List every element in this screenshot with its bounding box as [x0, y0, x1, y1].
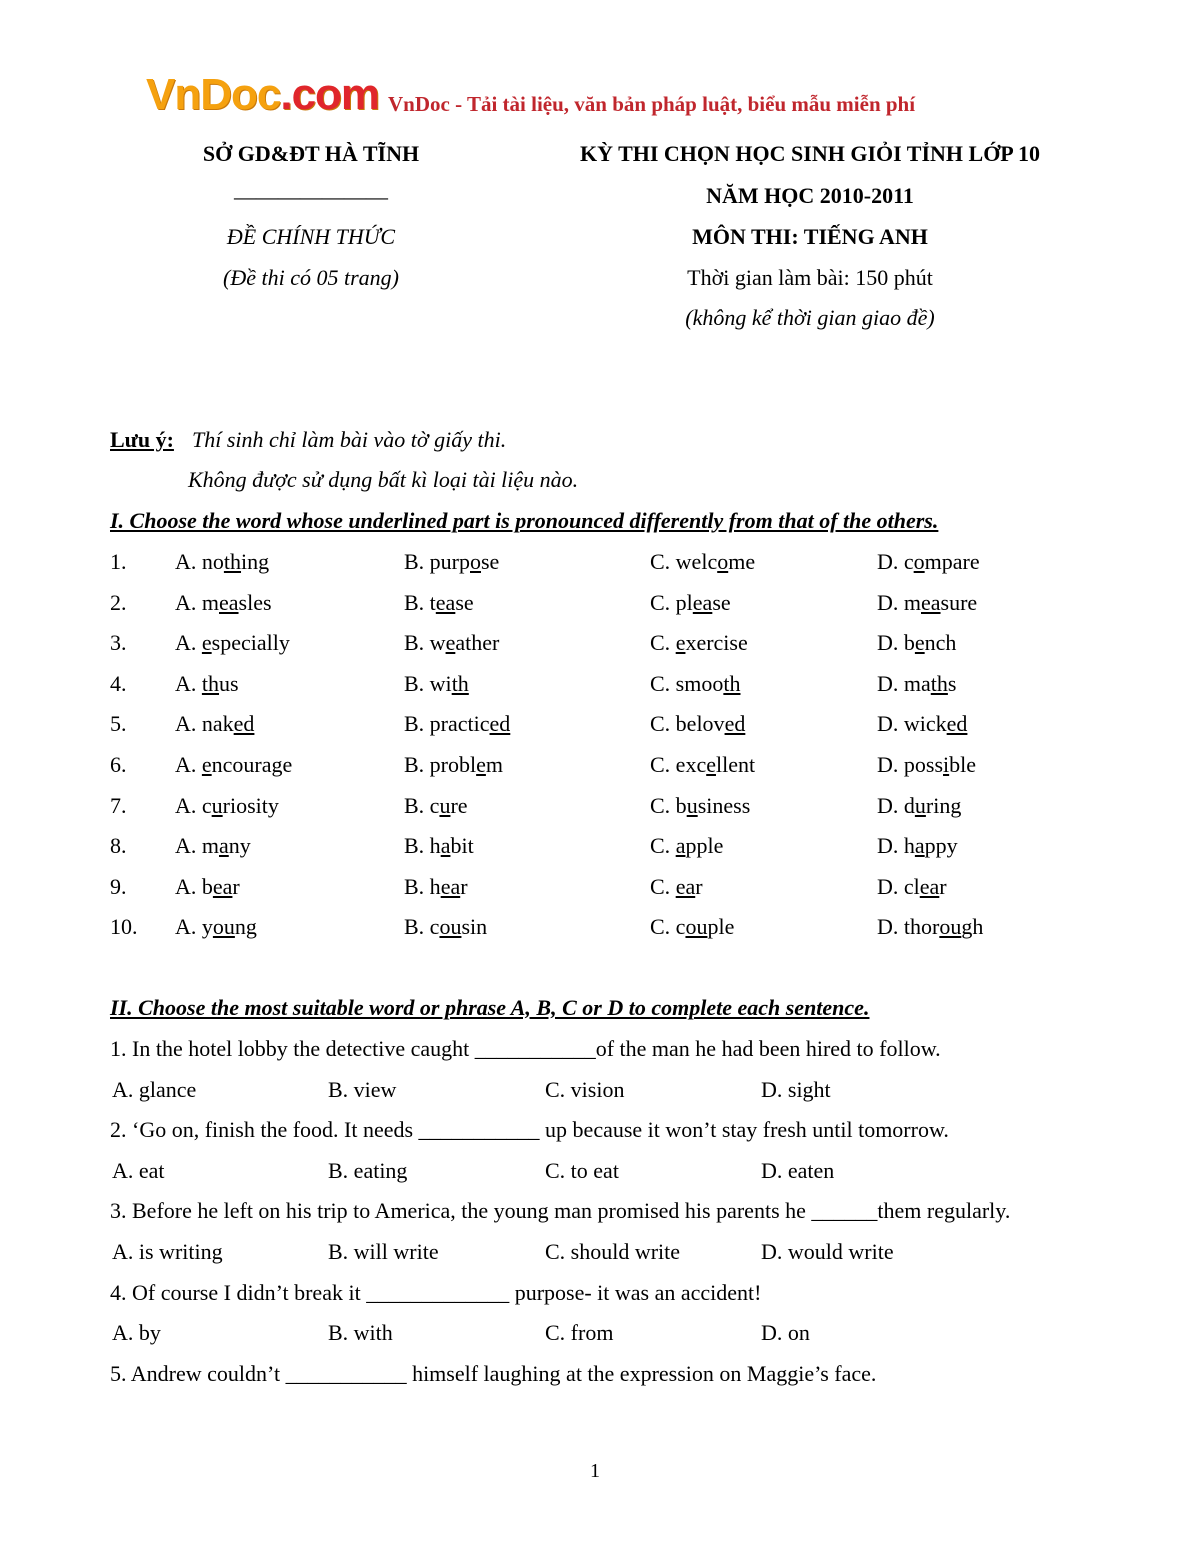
- answer-option: C. beloved: [650, 711, 746, 737]
- answer-option: A. bear: [175, 873, 240, 899]
- answer-option: A. eat: [112, 1157, 165, 1183]
- underlined-part: ea: [675, 873, 696, 899]
- answer-option: D. happy: [877, 833, 958, 859]
- answer-option: C. ear: [650, 873, 703, 899]
- section-2-title: II. Choose the most suitable word or phrase A, B, C or D to complete each sentence.: [110, 995, 870, 1020]
- underlined-part: th: [451, 670, 469, 696]
- exam-title: KỲ THI CHỌN HỌC SINH GIỎI TỈNH LỚP 10: [579, 141, 1041, 166]
- answer-option: B. eating: [328, 1157, 408, 1183]
- answer-option: B. cousin: [404, 914, 488, 940]
- answer-option: D. possible: [877, 752, 977, 777]
- answer-option: B. with: [328, 1320, 393, 1346]
- underlined-part: ea: [435, 589, 456, 615]
- underlined-part: e: [476, 752, 486, 777]
- underlined-part: i: [943, 752, 950, 777]
- answer-option: C. couple: [650, 914, 735, 940]
- question-number: 7.: [110, 792, 127, 818]
- answer-option: C. should write: [545, 1239, 681, 1264]
- answer-option: A. many: [175, 833, 251, 859]
- question-text: 5. Andrew couldn’t ___________ himself laughing at the expression on Maggie’s face.: [110, 1360, 877, 1386]
- question-text: 1. In the hotel lobby the detective caught ___________of the man he had been hired to follow.: [110, 1036, 941, 1061]
- answer-option: D. during: [877, 792, 962, 818]
- question-number: 4.: [110, 670, 127, 696]
- underlined-part: th: [723, 670, 741, 696]
- answer-option: C. excellent: [650, 752, 756, 777]
- answer-option: A. by: [112, 1320, 161, 1346]
- question-text: 3. Before he left on his trip to America, the young man promised his parents he ______them regularly.: [110, 1198, 1011, 1224]
- answer-option: B. will write: [328, 1239, 439, 1264]
- question-row: [110, 549, 1110, 579]
- notice-line-1: Thí sinh chỉ làm bài vào tờ giấy thi.: [192, 427, 507, 452]
- question-row: [110, 671, 1110, 701]
- underlined-part: ou: [212, 914, 235, 940]
- answer-option: B. weather: [404, 630, 500, 656]
- answer-option: D. measure: [877, 589, 978, 615]
- underlined-part: a: [675, 833, 686, 859]
- underlined-part: ea: [692, 589, 713, 615]
- underlined-part: ou: [685, 914, 708, 940]
- underlined-part: u: [211, 792, 223, 818]
- underlined-part: ed: [946, 711, 968, 737]
- answer-option: D. eaten: [761, 1157, 835, 1183]
- answer-option: D. would write: [761, 1239, 894, 1264]
- underlined-part: th: [930, 670, 948, 696]
- answer-option: A. encourage: [175, 752, 293, 777]
- question-row: [110, 711, 1110, 741]
- answer-option: B. cure: [404, 792, 468, 818]
- question-row: [110, 833, 1110, 863]
- notice-line-2: Không được sử dụng bất kì loại tài liệu nào.: [188, 467, 579, 492]
- underlined-part: e: [914, 630, 925, 656]
- answer-option: C. exercise: [650, 630, 748, 656]
- underlined-part: a: [219, 833, 229, 859]
- question-number: 5.: [110, 711, 127, 737]
- answer-option: B. with: [404, 670, 469, 696]
- answer-option: B. habit: [404, 833, 474, 859]
- underlined-part: o: [717, 549, 729, 574]
- question-text: 4. Of course I didn’t break it _____________ purpose- it was an accident!: [110, 1279, 762, 1305]
- question-number: 6.: [110, 752, 127, 777]
- underlined-part: ea: [219, 589, 239, 615]
- underlined-part: o: [470, 549, 481, 574]
- exam-duration: Thời gian làm bài: 150 phút: [687, 265, 933, 290]
- underlined-part: ed: [489, 711, 511, 737]
- answer-option: B. practiced: [404, 711, 511, 737]
- underlined-part: e: [675, 630, 686, 656]
- answer-option: A. is writing: [112, 1239, 223, 1264]
- answer-option: A. glance: [112, 1076, 197, 1102]
- page-number: 1: [590, 1460, 600, 1482]
- underlined-part: ed: [233, 711, 255, 737]
- answer-option: D. thorough: [877, 914, 984, 940]
- underlined-part: th: [201, 670, 220, 696]
- school-year: NĂM HỌC 2010-2011: [706, 183, 914, 208]
- answer-options: [110, 1239, 1110, 1269]
- page-count-note: (Đề thi có 05 trang): [223, 265, 399, 290]
- underlined-part: e: [706, 752, 716, 777]
- header-divider: ———————: [234, 184, 388, 209]
- answer-options: [110, 1320, 1110, 1350]
- underlined-part: th: [223, 549, 242, 574]
- underlined-part: ou: [939, 914, 962, 940]
- underlined-part: e: [201, 752, 212, 777]
- question-row: [110, 630, 1110, 660]
- answer-option: B. hear: [404, 873, 468, 899]
- question-number: 1.: [110, 549, 127, 574]
- underlined-part: u: [914, 792, 926, 818]
- question-row: [110, 590, 1110, 620]
- answer-option: C. vision: [545, 1076, 625, 1102]
- answer-option: A. naked: [175, 711, 255, 737]
- answer-option: D. sight: [761, 1076, 831, 1102]
- answer-option: B. view: [328, 1076, 397, 1102]
- question-number: 2.: [110, 589, 127, 615]
- question-row: [110, 914, 1110, 944]
- answer-options: [110, 1077, 1110, 1107]
- underlined-part: ea: [212, 873, 233, 899]
- answer-option: D. on: [761, 1320, 810, 1346]
- underlined-part: a: [914, 833, 925, 859]
- question-row: [110, 752, 1110, 782]
- site-tagline: VnDoc - Tải tài liệu, văn bản pháp luật, biểu mẫu miễn phí: [388, 92, 916, 116]
- underlined-part: u: [686, 792, 698, 818]
- answer-options: [110, 1158, 1110, 1188]
- question-text: 2. ‘Go on, finish the food. It needs ___________ up because it won’t stay fresh until tomorrow.: [110, 1117, 949, 1143]
- answer-option: C. please: [650, 589, 731, 615]
- underlined-part: ed: [724, 711, 746, 737]
- question-number: 3.: [110, 630, 127, 656]
- underlined-part: ea: [921, 589, 941, 615]
- department-name: SỞ GD&ĐT HÀ TĨNH: [202, 141, 420, 166]
- answer-option: A. especially: [175, 630, 290, 656]
- official-label: ĐỀ CHÍNH THỨC: [226, 224, 396, 249]
- answer-option: D. bench: [877, 630, 957, 656]
- underlined-part: u: [439, 792, 451, 818]
- question-number: 9.: [110, 873, 127, 899]
- answer-option: C. apple: [650, 833, 724, 859]
- underlined-part: ou: [439, 914, 462, 940]
- underlined-part: o: [913, 549, 925, 574]
- answer-option: C. from: [545, 1320, 614, 1346]
- duration-note: (không kể thời gian giao đề): [685, 305, 935, 330]
- question-number: 10.: [110, 914, 138, 940]
- answer-option: A. nothing: [175, 549, 270, 574]
- answer-option: B. problem: [404, 752, 504, 777]
- vndoc-logo: VnDoc.com: [146, 70, 380, 119]
- answer-option: B. tease: [404, 589, 474, 615]
- question-number: 8.: [110, 833, 127, 859]
- question-row: [110, 793, 1110, 823]
- underlined-part: ea: [919, 873, 940, 899]
- exam-subject: MÔN THI: TIẾNG ANH: [692, 224, 928, 249]
- answer-option: C. business: [650, 792, 751, 818]
- underlined-part: e: [445, 630, 456, 656]
- answer-option: D. maths: [877, 670, 957, 696]
- answer-option: A. young: [175, 914, 257, 940]
- underlined-part: e: [201, 630, 212, 656]
- answer-option: A. measles: [175, 589, 272, 615]
- answer-option: B. purpose: [404, 549, 500, 574]
- answer-option: C. smooth: [650, 670, 741, 696]
- notice-label: Lưu ý:: [110, 427, 174, 452]
- answer-option: D. clear: [877, 873, 947, 899]
- question-row: [110, 874, 1110, 904]
- answer-option: A. curiosity: [175, 792, 279, 818]
- answer-option: C. welcome: [650, 549, 756, 574]
- answer-option: C. to eat: [545, 1157, 619, 1183]
- section-1-title: I. Choose the word whose underlined part is pronounced differently from that of the others.: [110, 508, 939, 533]
- underlined-part: a: [440, 833, 451, 859]
- answer-option: A. thus: [175, 670, 239, 696]
- underlined-part: ea: [440, 873, 461, 899]
- answer-option: D. compare: [877, 549, 980, 574]
- answer-option: D. wicked: [877, 711, 968, 737]
